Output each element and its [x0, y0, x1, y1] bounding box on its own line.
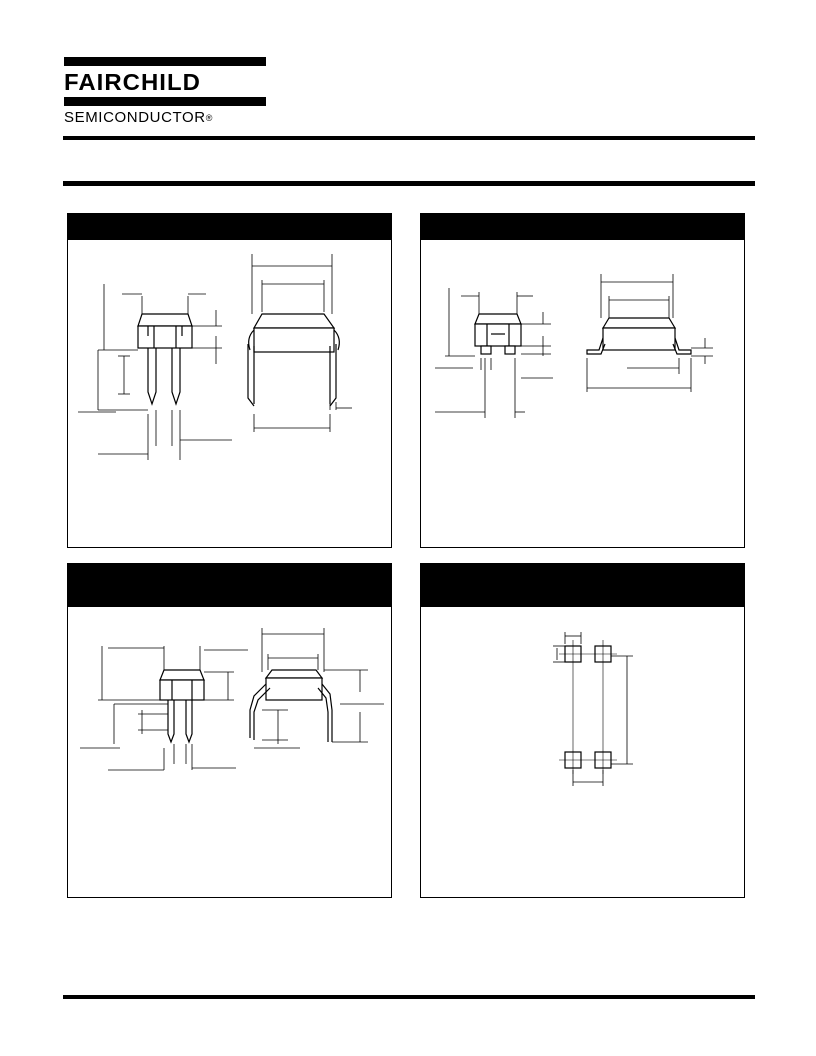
- side-view: [250, 670, 332, 742]
- logo-subtitle-text: SEMICONDUCTOR: [64, 109, 206, 126]
- footer-rule: [63, 995, 755, 999]
- end-view: [138, 314, 192, 404]
- logo-subtitle: [64, 109, 212, 127]
- end-view-dimensions: [435, 288, 553, 418]
- surface-mount-drawing: [421, 214, 746, 549]
- logo-top-bar: [64, 57, 266, 66]
- registered-mark: ®: [205, 113, 213, 123]
- panel-land-pattern: [420, 563, 745, 898]
- panel-surface-mount-package: [420, 213, 745, 548]
- fairchild-logo: [64, 57, 276, 131]
- end-view-dimensions: [80, 646, 248, 770]
- end-view-dimensions: [78, 284, 232, 460]
- panel-through-hole-package: [67, 213, 392, 548]
- side-view: [587, 318, 691, 354]
- panel-wide-lead-package: [67, 563, 392, 898]
- pads: [565, 646, 611, 768]
- logo-name: FAIRCHILD: [64, 69, 201, 95]
- wide-lead-drawing: [68, 564, 393, 899]
- end-view: [475, 314, 521, 354]
- end-view: [160, 670, 204, 742]
- logo-bottom-bar: [64, 97, 266, 106]
- land-pattern-drawing: [421, 564, 746, 899]
- header-rule-top: [63, 136, 755, 140]
- through-hole-drawing: [68, 214, 393, 549]
- header-rule-bottom: [63, 181, 755, 186]
- side-view: [248, 314, 339, 406]
